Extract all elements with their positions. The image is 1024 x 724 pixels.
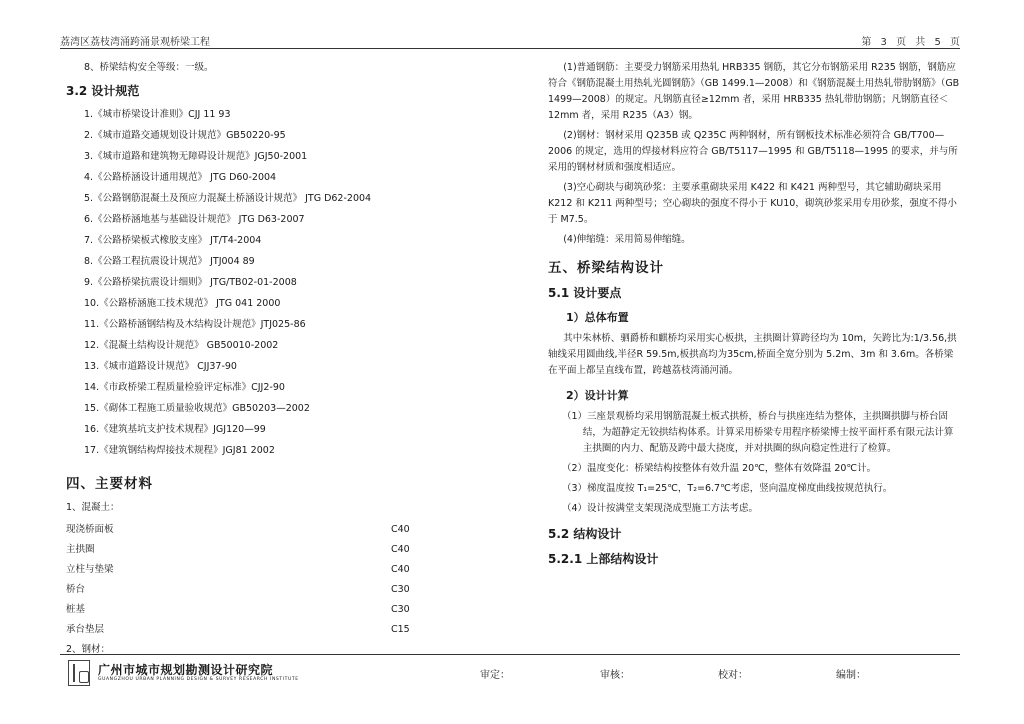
list-item: （2）温度变化：桥梁结构按整体有效升温 20℃，整体有效降温 20℃计。 [562,463,877,474]
list-item: 6.《公路桥涵地基与基础设计规范》 JTG D63-2007 [84,214,305,225]
section-5-heading: 五、桥梁结构设计 [548,260,664,276]
material-name: 承台垫层 [66,624,105,635]
list-item: 10.《公路桥涵施工技术规范》 JTG 041 2000 [84,298,281,309]
material-grade: C40 [391,564,410,575]
list-item: 13.《城市道路设计规范》 CJJ37-90 [84,361,237,372]
list-item: 4.《公路桥涵设计通用规范》 JTG D60-2004 [84,172,277,183]
material-grade: C30 [391,584,410,595]
steel-subtitle: 2、钢材： [66,644,111,655]
steel-paragraph: (2)钢材：钢材采用 Q235B 或 Q235C 两种钢材，所有钢板技术标准必须符合 GB/T700—2006 的规定，选用的焊接材料应符合 GB/T5117—1995 和 GB/T5118—1995 的要求，并与所采用的钢材材质和强度相适应。 [548,130,958,173]
list-item: 14.《市政桥梁工程质量检验评定标准》CJJ2-90 [84,382,285,393]
approve-label: 审定： [480,670,510,681]
institute-name: 广州市城市规划勘测设计研究院 [98,663,274,677]
page-number: 第 3 页 共 5 页 [861,37,960,48]
safety-grade-item: 8、桥梁结构安全等级：一级。 [84,62,214,73]
list-item: 9.《公路桥梁抗震设计细则》 JTG/TB02-01-2008 [84,277,297,288]
list-item: （1）三座景观桥均采用钢筋混凝土板式拱桥，桥台与拱座连结为整体，主拱圈拱脚与桥台固结，为超静定无铰拱结构体系。计算采用桥梁专用程序桥梁博士按平面杆系有限元法计算主拱圈的内力、配筋及跨中最大挠度，并对拱圈的纵向稳定性进行了检算。 [562,411,954,454]
check-label: 校对： [718,670,748,681]
general-layout-paragraph: 其中朱林桥、驷爵桥和麒桥均采用实心板拱，主拱圈计算跨径均为 10m，矢跨比为:1/3.56,拱轴线采用圆曲线,半径R 59.5m,板拱高均为35cm,桥面全宽分别为 5.2m、3m 和 3.6m。各桥梁在平面上都呈直线布置，跨越荔枝湾涌河涌。 [548,333,957,376]
table-row [66,580,476,600]
institute-logo-icon [68,660,90,686]
header-divider [60,48,960,49]
table-row [66,600,476,620]
left-column [66,60,476,662]
design-codes-list [66,107,476,464]
material-name: 立柱与垫梁 [66,564,114,575]
compile-label: 编制： [836,670,866,681]
section-4-heading: 四、主要材料 [66,476,153,492]
table-row [66,620,476,640]
design-calc-heading: 2）设计计算 [566,389,629,402]
list-item: 1.《城市桥梁设计准则》CJJ 11 93 [84,109,231,120]
material-grade: C30 [391,604,410,615]
list-item: 8.《公路工程抗震设计规范》 JTJ004 89 [84,256,255,267]
table-row [66,540,476,560]
page-footer [60,660,960,700]
table-row [66,560,476,580]
material-grade: C40 [391,524,410,535]
project-title: 荔湾区荔枝湾涌跨涌景观桥梁工程 [60,37,210,48]
institute-name-english: GUANGZHOU URBAN PLANNING DESIGN & SURVEY RESEARCH INSTITUTE [98,677,299,682]
material-name: 现浇桥面板 [66,524,114,535]
section-5-2-1-heading: 5.2.1 上部结构设计 [548,552,659,566]
list-item: 5.《公路钢筋混凝土及预应力混凝土桥涵设计规范》 JTG D62-2004 [84,193,372,204]
expansion-joint-paragraph: (4)伸缩缝：采用简易伸缩缝。 [563,234,691,245]
materials-table [66,520,476,640]
footer-divider [60,654,960,655]
ordinary-rebar-paragraph: (1)普通钢筋：主要受力钢筋采用热轧 HRB335 钢筋，其它分布钢筋采用 R235 钢筋，钢筋应符合《钢筋混凝土用热轧光圆钢筋》（GB 1499.1—2008）和《钢筋混凝土用热轧带肋钢筋》（GB 1499—2008）的规定。凡钢筋直径≥12mm 者，采用 HRB335 热轧带肋钢筋；凡钢筋直径＜12mm 者，采用 R235（A3）钢。 [548,62,960,121]
list-item: 3.《城市道路和建筑物无障碍设计规范》JGJ50-2001 [84,151,308,162]
material-grade: C40 [391,544,410,555]
masonry-paragraph: (3)空心砌块与砌筑砂浆：主要承重砌块采用 K422 和 K421 两种型号，其它辅助砌块采用 K212 和 K211 两种型号；空心砌块的强度不得小于 KU10，砌筑砂浆采用专用砂浆，强度不得小于 M7.5。 [548,182,957,225]
concrete-subtitle: 1、混凝土： [66,502,120,513]
list-item: 2.《城市道路交通规划设计规范》GB50220-95 [84,130,286,141]
material-grade: C15 [391,624,410,635]
list-item: 16.《建筑基坑支护技术规程》JGJ120—99 [84,424,266,435]
review-label: 审核： [600,670,630,681]
list-item: 7.《公路桥梁板式橡胶支座》 JT/T4-2004 [84,235,262,246]
section-5-1-heading: 5.1 设计要点 [548,286,622,300]
material-name: 桥台 [66,584,86,595]
general-layout-heading: 1）总体布置 [566,311,629,324]
list-item: （4）设计按满堂支架现浇成型施工方法考虑。 [562,503,759,514]
design-calc-list [548,409,960,517]
table-row [66,520,476,540]
section-3-2-heading: 3.2 设计规范 [66,84,140,98]
section-5-2-heading: 5.2 结构设计 [548,527,622,541]
material-name: 桩基 [66,604,86,615]
right-column [548,60,960,575]
list-item: 17.《建筑钢结构焊接技术规程》JGJ81 2002 [84,445,275,456]
list-item: 12.《混凝土结构设计规范》 GB50010-2002 [84,340,279,351]
material-name: 主拱圈 [66,544,95,555]
list-item: 11.《公路桥涵钢结构及木结构设计规范》JTJ025-86 [84,319,306,330]
page-header [60,33,960,47]
list-item: 15.《砌体工程施工质量验收规范》GB50203—2002 [84,403,310,414]
list-item: （3）梯度温度按 T₁=25℃，T₂=6.7℃考虑，竖向温度梯度曲线按规范执行。 [562,483,893,494]
